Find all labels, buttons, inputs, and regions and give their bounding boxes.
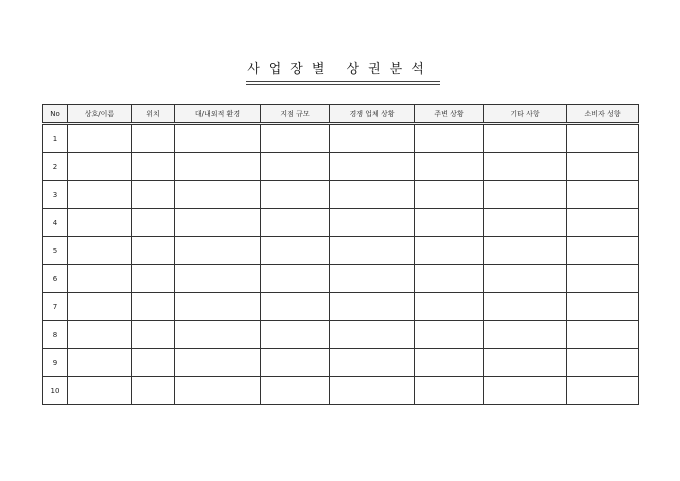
surroundings-cell[interactable] bbox=[415, 209, 484, 237]
table-row bbox=[43, 209, 639, 237]
branch-size-cell[interactable] bbox=[261, 237, 330, 265]
branch-size-cell[interactable] bbox=[261, 153, 330, 181]
location-cell[interactable] bbox=[132, 377, 175, 405]
surroundings-cell[interactable] bbox=[415, 153, 484, 181]
title-underline bbox=[246, 81, 440, 85]
table-row bbox=[43, 153, 639, 181]
branch-size-cell[interactable] bbox=[261, 209, 330, 237]
row-number: 3 bbox=[43, 181, 68, 209]
surroundings-cell[interactable] bbox=[415, 377, 484, 405]
consumer-tendency-cell[interactable] bbox=[567, 321, 639, 349]
analysis-table bbox=[42, 104, 639, 405]
surroundings-cell[interactable] bbox=[415, 349, 484, 377]
location-cell[interactable] bbox=[132, 153, 175, 181]
surroundings-cell[interactable] bbox=[415, 293, 484, 321]
other-notes-cell[interactable] bbox=[484, 153, 567, 181]
table-row bbox=[43, 293, 639, 321]
other-notes-cell[interactable] bbox=[484, 124, 567, 153]
environment-cell[interactable] bbox=[175, 377, 261, 405]
surroundings-cell[interactable] bbox=[415, 181, 484, 209]
consumer-tendency-cell[interactable] bbox=[567, 349, 639, 377]
table-row bbox=[43, 321, 639, 349]
location-cell[interactable] bbox=[132, 349, 175, 377]
environment-cell[interactable] bbox=[175, 321, 261, 349]
environment-cell[interactable] bbox=[175, 153, 261, 181]
surroundings-cell[interactable] bbox=[415, 321, 484, 349]
surroundings-cell[interactable] bbox=[415, 124, 484, 153]
competitors-cell[interactable] bbox=[330, 321, 415, 349]
row-number: 6 bbox=[43, 265, 68, 293]
column-header-surroundings: 주변 상황 bbox=[415, 105, 484, 124]
row-number: 8 bbox=[43, 321, 68, 349]
competitors-cell[interactable] bbox=[330, 265, 415, 293]
row-number: 9 bbox=[43, 349, 68, 377]
consumer-tendency-cell[interactable] bbox=[567, 153, 639, 181]
environment-cell[interactable] bbox=[175, 265, 261, 293]
consumer-tendency-cell[interactable] bbox=[567, 124, 639, 153]
competitors-cell[interactable] bbox=[330, 349, 415, 377]
business-name-cell[interactable] bbox=[68, 181, 132, 209]
environment-cell[interactable] bbox=[175, 237, 261, 265]
branch-size-cell[interactable] bbox=[261, 293, 330, 321]
table-row bbox=[43, 237, 639, 265]
competitors-cell[interactable] bbox=[330, 124, 415, 153]
business-name-cell[interactable] bbox=[68, 124, 132, 153]
column-header-location: 위치 bbox=[132, 105, 175, 124]
table-header-row bbox=[43, 105, 639, 124]
consumer-tendency-cell[interactable] bbox=[567, 209, 639, 237]
location-cell[interactable] bbox=[132, 209, 175, 237]
column-header-branch-size: 지점 규모 bbox=[261, 105, 330, 124]
competitors-cell[interactable] bbox=[330, 153, 415, 181]
table-row bbox=[43, 349, 639, 377]
column-header-no: No bbox=[43, 105, 68, 124]
row-number: 4 bbox=[43, 209, 68, 237]
location-cell[interactable] bbox=[132, 181, 175, 209]
column-header-competitors: 경쟁 업체 상황 bbox=[330, 105, 415, 124]
other-notes-cell[interactable] bbox=[484, 209, 567, 237]
location-cell[interactable] bbox=[132, 265, 175, 293]
environment-cell[interactable] bbox=[175, 349, 261, 377]
location-cell[interactable] bbox=[132, 293, 175, 321]
row-number: 1 bbox=[43, 124, 68, 153]
consumer-tendency-cell[interactable] bbox=[567, 377, 639, 405]
branch-size-cell[interactable] bbox=[261, 377, 330, 405]
competitors-cell[interactable] bbox=[330, 209, 415, 237]
other-notes-cell[interactable] bbox=[484, 349, 567, 377]
business-name-cell[interactable] bbox=[68, 153, 132, 181]
table-body bbox=[43, 124, 639, 405]
competitors-cell[interactable] bbox=[330, 293, 415, 321]
row-number: 7 bbox=[43, 293, 68, 321]
business-name-cell[interactable] bbox=[68, 237, 132, 265]
business-name-cell[interactable] bbox=[68, 265, 132, 293]
other-notes-cell[interactable] bbox=[484, 265, 567, 293]
consumer-tendency-cell[interactable] bbox=[567, 237, 639, 265]
other-notes-cell[interactable] bbox=[484, 321, 567, 349]
table-row bbox=[43, 377, 639, 405]
column-header-other-notes: 기타 사항 bbox=[484, 105, 567, 124]
branch-size-cell[interactable] bbox=[261, 265, 330, 293]
competitors-cell[interactable] bbox=[330, 237, 415, 265]
consumer-tendency-cell[interactable] bbox=[567, 293, 639, 321]
business-name-cell[interactable] bbox=[68, 321, 132, 349]
location-cell[interactable] bbox=[132, 237, 175, 265]
environment-cell[interactable] bbox=[175, 124, 261, 153]
location-cell[interactable] bbox=[132, 124, 175, 153]
document-title: 사업장별 상권분석 bbox=[247, 62, 433, 77]
table-row bbox=[43, 124, 639, 153]
branch-size-cell[interactable] bbox=[261, 349, 330, 377]
table-row bbox=[43, 181, 639, 209]
competitors-cell[interactable] bbox=[330, 181, 415, 209]
column-header-consumer-tendency: 소비자 성향 bbox=[567, 105, 639, 124]
surroundings-cell[interactable] bbox=[415, 265, 484, 293]
other-notes-cell[interactable] bbox=[484, 377, 567, 405]
competitors-cell[interactable] bbox=[330, 377, 415, 405]
other-notes-cell[interactable] bbox=[484, 181, 567, 209]
business-name-cell[interactable] bbox=[68, 209, 132, 237]
business-name-cell[interactable] bbox=[68, 293, 132, 321]
row-number: 2 bbox=[43, 153, 68, 181]
business-name-cell[interactable] bbox=[68, 377, 132, 405]
environment-cell[interactable] bbox=[175, 181, 261, 209]
column-header-environment: 대/내외적 환경 bbox=[175, 105, 261, 124]
other-notes-cell[interactable] bbox=[484, 293, 567, 321]
location-cell[interactable] bbox=[132, 321, 175, 349]
branch-size-cell[interactable] bbox=[261, 124, 330, 153]
environment-cell[interactable] bbox=[175, 209, 261, 237]
other-notes-cell[interactable] bbox=[484, 237, 567, 265]
branch-size-cell[interactable] bbox=[261, 181, 330, 209]
consumer-tendency-cell[interactable] bbox=[567, 265, 639, 293]
consumer-tendency-cell[interactable] bbox=[567, 181, 639, 209]
row-number: 10 bbox=[43, 377, 68, 405]
environment-cell[interactable] bbox=[175, 293, 261, 321]
table-row bbox=[43, 265, 639, 293]
surroundings-cell[interactable] bbox=[415, 237, 484, 265]
row-number: 5 bbox=[43, 237, 68, 265]
business-name-cell[interactable] bbox=[68, 349, 132, 377]
column-header-business-name: 상호/이름 bbox=[68, 105, 132, 124]
branch-size-cell[interactable] bbox=[261, 321, 330, 349]
